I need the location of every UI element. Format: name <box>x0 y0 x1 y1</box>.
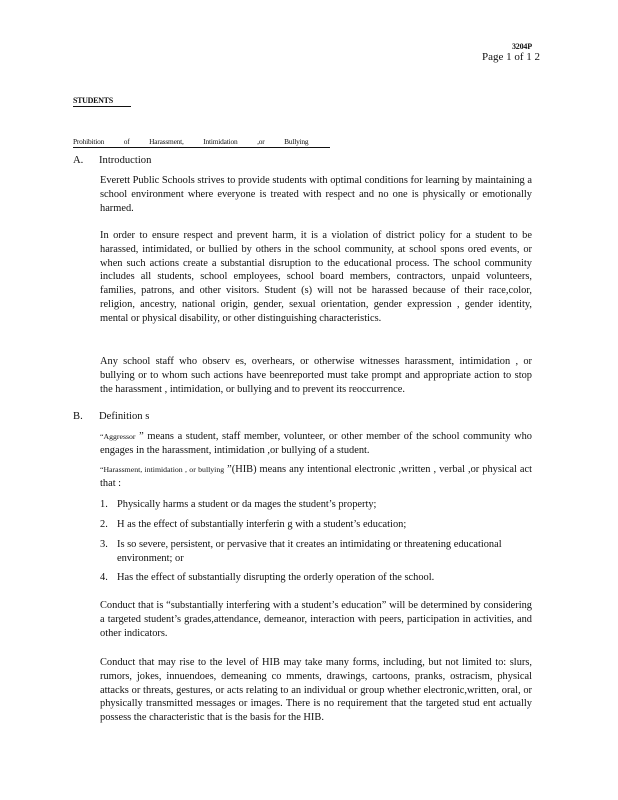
list-item-number: 4. <box>100 572 108 583</box>
policy-code: 3204P <box>512 42 532 51</box>
aggressor-text: ” means a student, staff member, volunteer, or other member of the school community who engages in the harassment, intimidation ,or bullying of a student. <box>100 431 532 456</box>
conduct-paragraph-2: Conduct that may rise to the level of HIB may take many forms, including, but not limited to: slurs, rumors, jokes, innuendoes, demeaning co mments, drawings, cartoons, pranks, ostracism, physical attacks or threats, gestures, or acts relating to an individual or group whether electronic,written, oral, or physically transmitted messages or images. There is no requirement that the targeted stud ent actually possess the characteristic that is the basis for the HIB. <box>100 657 532 724</box>
list-item-text: Has the effect of substantially disrupting the orderly operation of the school. <box>117 572 435 583</box>
policy-subtitle: Prohibition of Harassment, Intimidation ,or Bullying <box>73 137 330 148</box>
list-item-text: Physically harms a student or da mages the student’s property; <box>117 499 377 510</box>
intro-paragraph-1: Everett Public Schools strives to provide students with optimal conditions for learning by maintaining a school environment where everyone is treated with respect and no one is physically or emotionally harmed. <box>100 175 532 214</box>
page-number: Page 1 of 1 2 <box>482 51 541 63</box>
section-b-letter: B. <box>73 411 83 422</box>
list-item-number: 3. <box>100 539 108 550</box>
hib-definition <box>100 463 532 491</box>
intro-paragraph-3: Any school staff who observ es, overhears, or otherwise witnesses harassment, intimidation , or bullying or to whom such actions have beenreported must take prompt and appropriate action to stop the harassment , intimidation, or bullying and to prevent its reoccurrence. <box>100 356 532 395</box>
list-item-text: H as the effect of substantially interferin g with a student’s education; <box>117 519 407 530</box>
list-item-number: 1. <box>100 499 108 510</box>
hib-text: ”(HIB) means any intentional electronic ,written , verbal ,or physical act that : <box>100 464 532 489</box>
list-item-text: Is so severe, persistent, or pervasive that it creates an intimidating or threatening educational environment; or <box>117 539 502 564</box>
conduct-paragraph-1: Conduct that is “substantially interfering with a student’s education” will be determined by considering a targeted student’s grades,attendance, demeanor, interaction with peers, participation in activities, and other indicators. <box>100 600 532 639</box>
intro-paragraph-2: In order to ensure respect and prevent harm, it is a violation of district policy for a student to be harassed, intimidated, or bullied by others in the school community, at school spons ored events, or when such actions create a substantial disruption to the educational process. The school community includes all students, school employees, school board members, contractors, unpaid volunteers, families, patrons, and other visitors. Student (s) will not be harassed because of their race,color, religion, ancestry, national origin, gender, sexual orientation, gender expression , gender identity, mental or physical disability, or other distinguishing characteristics. <box>100 230 532 324</box>
aggressor-definition <box>100 430 532 458</box>
list-item-number: 2. <box>100 519 108 530</box>
hib-term: “Harassment, intimidation , or bullying <box>100 465 225 474</box>
section-a-title: Introduction <box>99 155 152 166</box>
section-a-letter: A. <box>73 155 84 166</box>
aggressor-term: “Aggressor <box>100 432 136 441</box>
section-b-title: Definition s <box>99 411 150 422</box>
section-title: STUDENTS <box>73 96 131 107</box>
